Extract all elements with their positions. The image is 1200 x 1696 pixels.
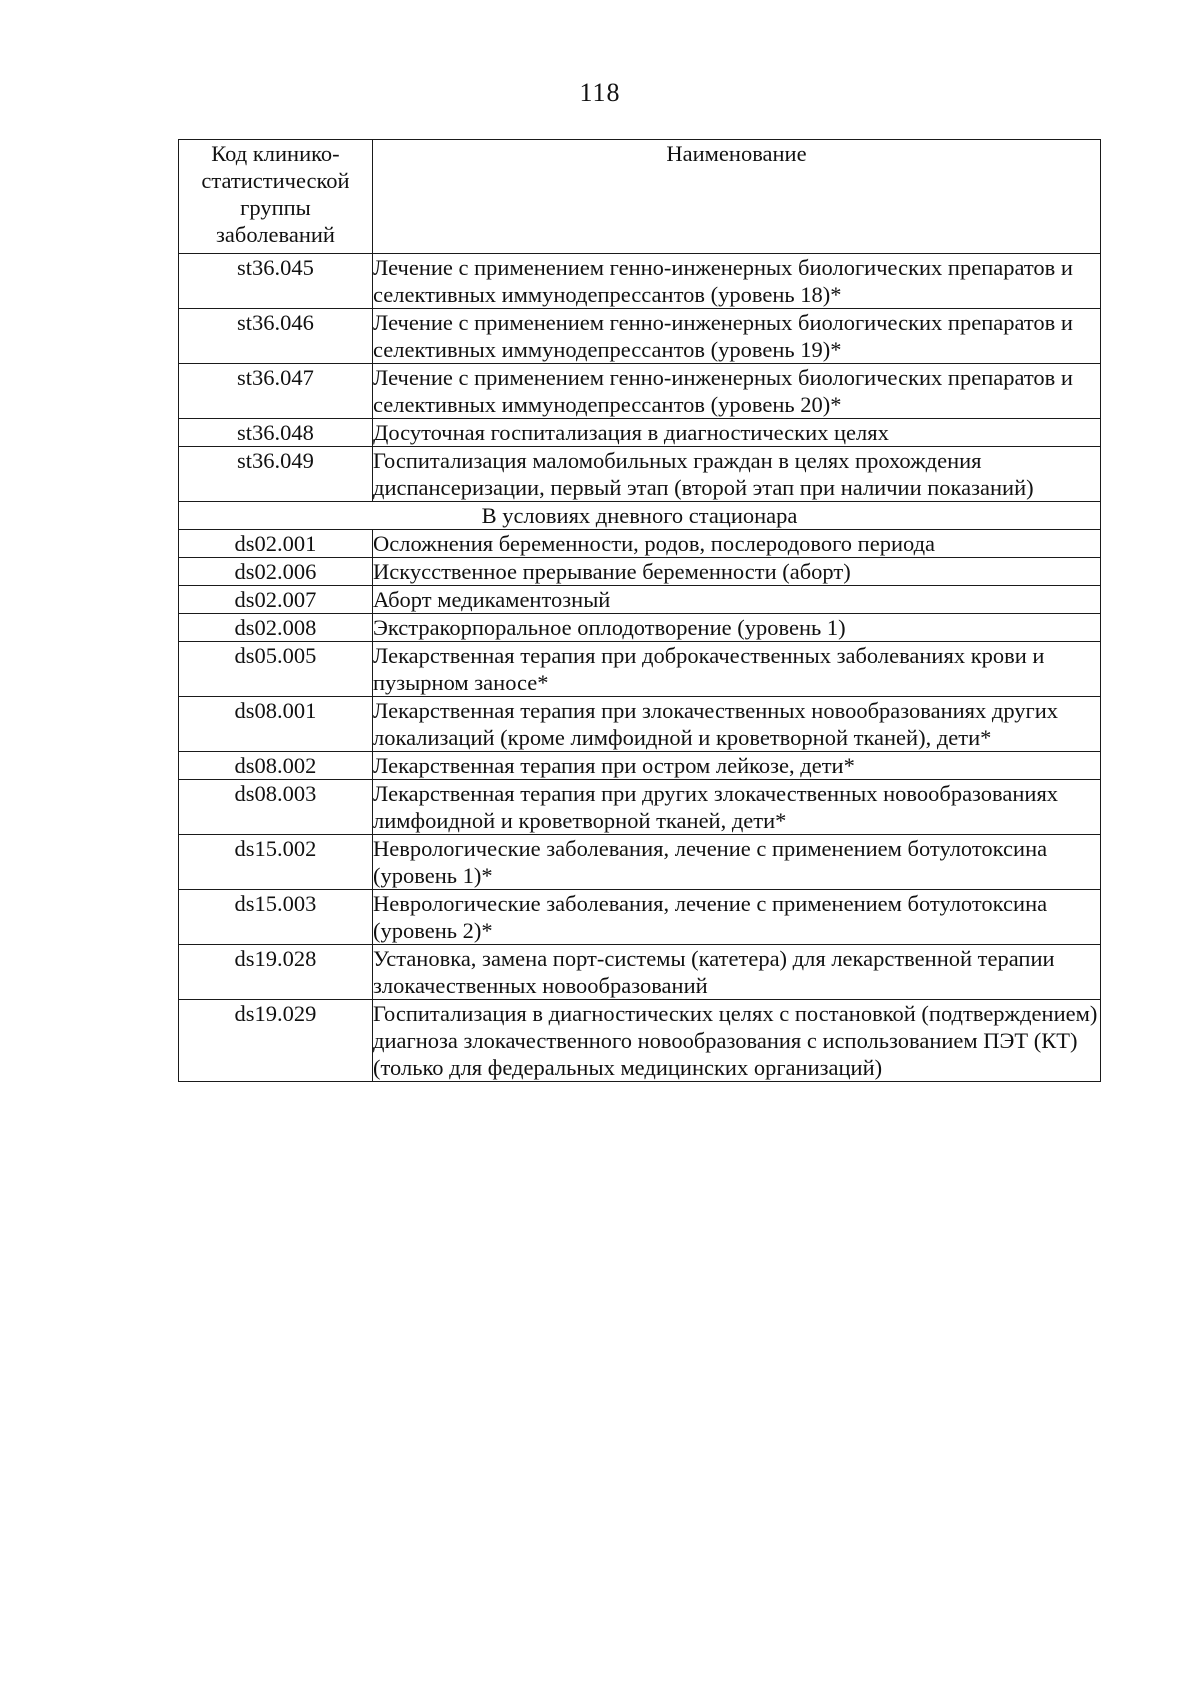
row-name: Установка, замена порт-системы (катетера) для лекарственной терапии злокачественных новообразований — [373, 945, 1101, 1000]
row-code: ds08.003 — [179, 780, 373, 835]
table-row — [179, 309, 1101, 364]
table-row — [179, 835, 1101, 890]
header-name: Наименование — [373, 140, 1101, 254]
page-number: 118 — [579, 78, 621, 107]
row-name: Лекарственная терапия при других злокачественных новообразованиях лимфоидной и кроветворной тканей, дети* — [373, 780, 1101, 835]
row-code: ds19.029 — [179, 1000, 373, 1082]
table-row — [179, 642, 1101, 697]
row-code: ds08.001 — [179, 697, 373, 752]
table-row — [179, 1000, 1101, 1082]
row-name: Лечение с применением генно-инженерных биологических препаратов и селективных иммунодепрессантов (уровень 18)* — [373, 254, 1101, 309]
table-row — [179, 752, 1101, 780]
section-title: В условиях дневного стационара — [179, 502, 1101, 530]
row-code: ds19.028 — [179, 945, 373, 1000]
row-name: Госпитализация маломобильных граждан в целях прохождения диспансеризации, первый этап (второй этап при наличии показаний) — [373, 447, 1101, 502]
row-code: ds08.002 — [179, 752, 373, 780]
table-row — [179, 530, 1101, 558]
table-row — [179, 558, 1101, 586]
row-name: Госпитализация в диагностических целях с постановкой (подтверждением) диагноза злокачественного новообразования с использованием ПЭТ (КТ) (только для федеральных медицинских организаций) — [373, 1000, 1101, 1082]
row-code: st36.048 — [179, 419, 373, 447]
row-name: Досуточная госпитализация в диагностических целях — [373, 419, 1101, 447]
row-name: Осложнения беременности, родов, послеродового периода — [373, 530, 1101, 558]
row-name: Лекарственная терапия при злокачественных новообразованиях других локализаций (кроме лимфоидной и кроветворной тканей), дети* — [373, 697, 1101, 752]
row-name: Аборт медикаментозный — [373, 586, 1101, 614]
table-row — [179, 419, 1101, 447]
row-code: ds02.006 — [179, 558, 373, 586]
row-name: Экстракорпоральное оплодотворение (уровень 1) — [373, 614, 1101, 642]
row-name: Лекарственная терапия при доброкачественных заболеваниях крови и пузырном заносе* — [373, 642, 1101, 697]
row-name: Неврологические заболевания, лечение с применением ботулотоксина (уровень 1)* — [373, 835, 1101, 890]
table-row — [179, 254, 1101, 309]
table-header-row — [179, 140, 1101, 254]
table-row — [179, 945, 1101, 1000]
row-name: Лечение с применением генно-инженерных биологических препаратов и селективных иммунодепрессантов (уровень 20)* — [373, 364, 1101, 419]
row-code: ds02.008 — [179, 614, 373, 642]
row-name: Неврологические заболевания, лечение с применением ботулотоксина (уровень 2)* — [373, 890, 1101, 945]
header-code: Код клинико-статистической группы заболеваний — [179, 140, 373, 254]
section-row — [179, 502, 1101, 530]
row-name: Лекарственная терапия при остром лейкозе, дети* — [373, 752, 1101, 780]
row-code: st36.046 — [179, 309, 373, 364]
row-code: ds02.001 — [179, 530, 373, 558]
table-row — [179, 447, 1101, 502]
table-row — [179, 780, 1101, 835]
row-name: Лечение с применением генно-инженерных биологических препаратов и селективных иммунодепрессантов (уровень 19)* — [373, 309, 1101, 364]
row-code: ds15.002 — [179, 835, 373, 890]
table-row — [179, 890, 1101, 945]
row-code: st36.045 — [179, 254, 373, 309]
row-code: st36.047 — [179, 364, 373, 419]
row-name: Искусственное прерывание беременности (аборт) — [373, 558, 1101, 586]
table-row — [179, 697, 1101, 752]
table-row — [179, 586, 1101, 614]
table-row — [179, 364, 1101, 419]
row-code: ds02.007 — [179, 586, 373, 614]
classification-table — [178, 139, 1101, 1082]
table-row — [179, 614, 1101, 642]
row-code: ds15.003 — [179, 890, 373, 945]
row-code: ds05.005 — [179, 642, 373, 697]
row-code: st36.049 — [179, 447, 373, 502]
